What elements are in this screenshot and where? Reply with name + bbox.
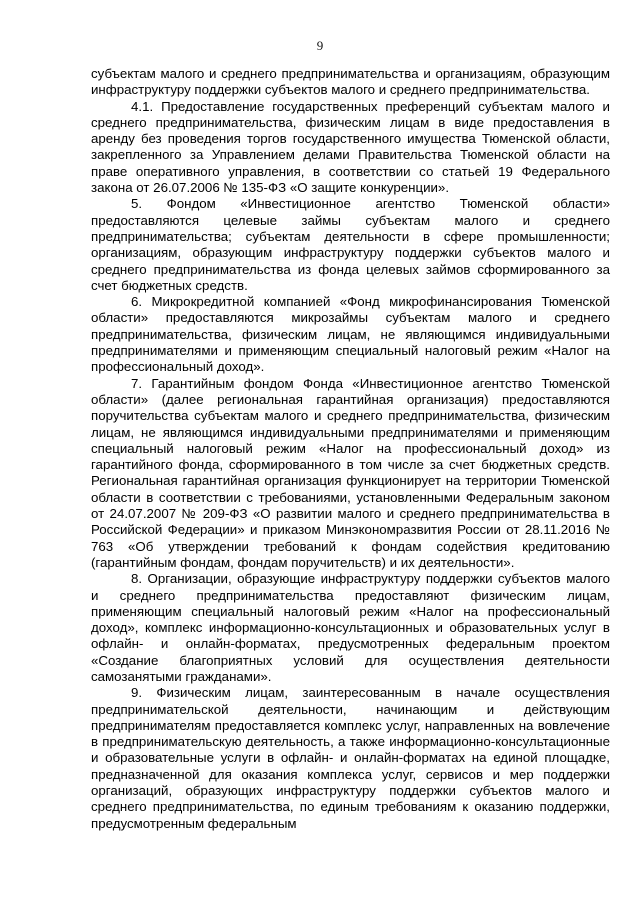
document-body — [91, 66, 610, 832]
paragraph-7: 7. Гарантийным фондом Фонда «Инвестиционное агентство Тюменской области» (далее региональная гарантийная организация) предоставляются поручительства субъектам малого и среднего предпринимательства, физическим лицам, не являющимся индивидуальными предпринимателями и применяющим специальный налоговый режим «Налог на профессиональный доход» из гарантийного фонда, сформированного в том числе за счет бюджетных средств. Региональная гарантийная организация функционирует на территории Тюменской области в соответствии с требованиями, установленными Федеральным законом от 24.07.2007 № 209-ФЗ «О развитии малого и среднего предпринимательства в Российской Федерации» и приказом Минэкономразвития России от 28.11.2016 № 763 «Об утверждении требований к фондам содействия кредитованию (гарантийным фондам, фондам поручительств) и их деятельности». — [91, 375, 610, 570]
page-number: 9 — [316, 38, 324, 53]
paragraph-5: 5. Фондом «Инвестиционное агентство Тюменской области» предоставляются целевые займы субъектам малого и среднего предпринимательства; субъектам деятельности в сфере промышленности; организациям, образующим инфраструктуру поддержки субъектов малого и среднего предпринимательства из фонда целевых займов сформированного за счет бюджетных средств. — [91, 196, 610, 293]
paragraph-continuation: субъектам малого и среднего предпринимательства и организациям, образующим инфраструктуру поддержки субъектов малого и среднего предпринимательства. — [91, 66, 610, 98]
paragraph-9: 9. Физическим лицам, заинтересованным в начале осуществления предпринимательской деятельности, начинающим и действующим предпринимателям предоставляется комплекс услуг, направленных на вовлечение в предпринимательскую деятельность, а также информационно-консультационные и образовательные услуги в офлайн- и онлайн-форматах на единой площадке, предназначенной для оказания комплекса услуг, сервисов и мер поддержки организаций, образующих инфраструктуру поддержки субъектов малого и среднего предпринимательства, по единым требованиям к оказанию поддержки, предусмотренным федеральным — [91, 685, 610, 831]
paragraph-4-1: 4.1. Предоставление государственных преференций субъектам малого и среднего предпринимательства, физическим лицам в виде предоставления в аренду без проведения торгов государственного имущества Тюменской области, закрепленного за Управлением делами Правительства Тюменской области на праве оперативного управления, в соответствии со статьей 19 Федерального закона от 26.07.2006 № 135-ФЗ «О защите конкуренции». — [91, 98, 610, 196]
paragraph-6: 6. Микрокредитной компанией «Фонд микрофинансирования Тюменской области» предоставляются микрозаймы субъектам малого и среднего предпринимательства, физическим лицам, не являющимся индивидуальными предпринимателями и применяющим специальный налоговый режим «Налог на профессиональный доход». — [91, 294, 610, 375]
paragraph-8: 8. Организации, образующие инфраструктуру поддержки субъектов малого и среднего предпринимательства предоставляют физическим лицам, применяющим специальный налоговый режим «Налог на профессиональный доход», комплекс информационно-консультационных и образовательных услуг в офлайн- и онлайн-форматах, предусмотренных федеральным проектом «Создание благоприятных условий для осуществления деятельности самозанятыми гражданами». — [91, 571, 610, 684]
